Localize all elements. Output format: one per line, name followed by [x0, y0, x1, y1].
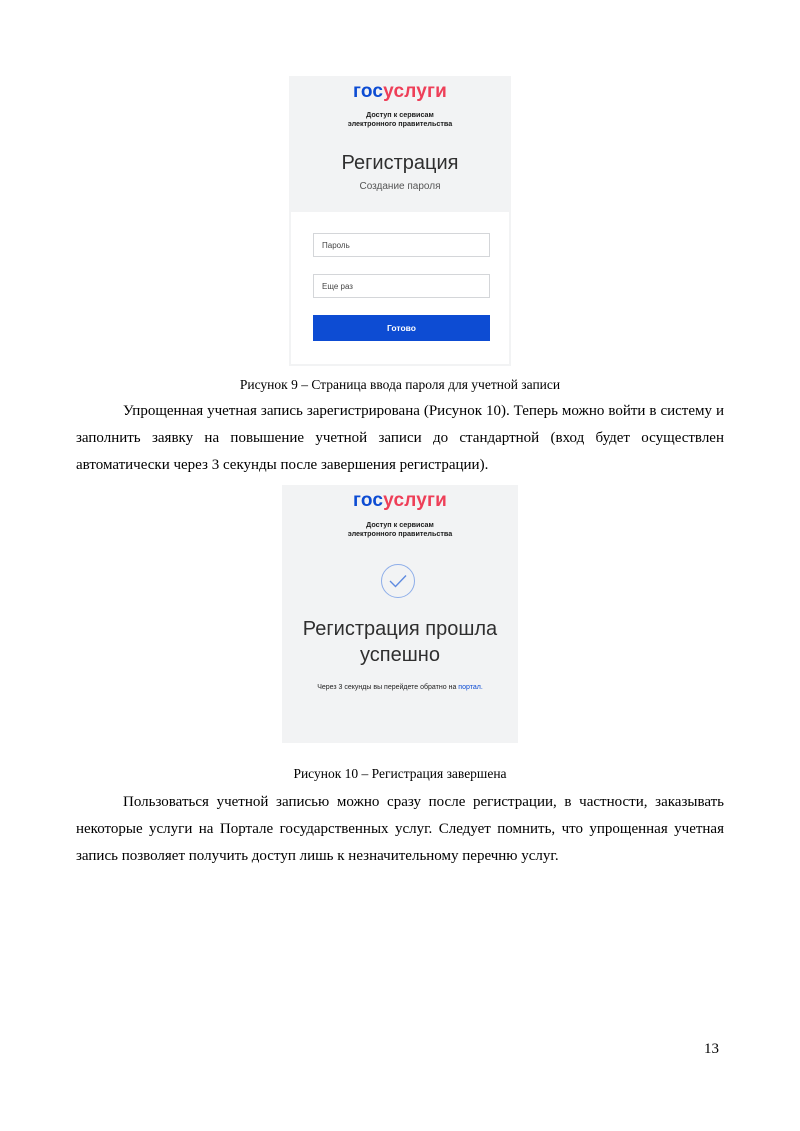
- figure-10-caption: Рисунок 10 – Регистрация завершена: [293, 766, 507, 781]
- paragraph-1: Упрощенная учетная запись зарегистрирована (Рисунок 10). Теперь можно войти в систему и заполнить заявку на повышение учетной записи до стандартной (вход будет осуществлен автоматически через 3 секунды после завершения регистрации).: [76, 403, 724, 473]
- logo-part-uslugi: услуги: [383, 490, 448, 511]
- password-repeat-input[interactable]: Еще раз: [313, 274, 490, 298]
- password-form: [291, 212, 509, 364]
- tagline-line-1: Доступ к сервисам: [366, 110, 434, 119]
- success-title-line-2: успешно: [360, 644, 440, 666]
- success-title: [282, 616, 518, 668]
- registration-subtitle: Создание пароля: [359, 181, 441, 192]
- logo-part-gos: гос: [352, 81, 384, 102]
- figure-9-caption: Рисунок 9 – Страница ввода пароля для учетной записи: [239, 377, 561, 392]
- paragraph-2: Пользоваться учетной записью можно сразу после регистрации, в частности, заказывать некоторые услуги на Портале государственных услуг. Следует помнить, что упрощенная учетная запись позволяет получить доступ лишь к незначительному перечню услуг.: [76, 794, 724, 864]
- page-number: 13: [704, 1041, 719, 1057]
- tagline-line-2: электронного правительства: [347, 529, 453, 538]
- redirect-text: Через 3 секунды вы перейдете обратно на: [317, 684, 457, 691]
- gosuslugi-logo: [282, 490, 518, 512]
- tagline-line-1: Доступ к сервисам: [366, 520, 434, 529]
- figure-9-screenshot: [289, 76, 511, 366]
- success-title-line-1: Регистрация прошла: [302, 618, 498, 640]
- portal-link[interactable]: портал.: [458, 684, 483, 691]
- redirect-notice: [282, 684, 518, 691]
- submit-button[interactable]: Готово: [313, 315, 490, 341]
- logo-part-gos: гос: [352, 490, 384, 511]
- logo-part-uslugi: услуги: [383, 81, 448, 102]
- tagline: [289, 110, 511, 128]
- registration-title: Регистрация: [341, 152, 459, 174]
- tagline-line-2: электронного правительства: [347, 119, 453, 128]
- figure-10-screenshot: [282, 485, 518, 743]
- checkmark-icon: [381, 564, 415, 598]
- checkmark-icon-glyph: [389, 574, 407, 588]
- password-input[interactable]: Пароль: [313, 233, 490, 257]
- tagline: [282, 520, 518, 538]
- gosuslugi-logo: [289, 81, 511, 103]
